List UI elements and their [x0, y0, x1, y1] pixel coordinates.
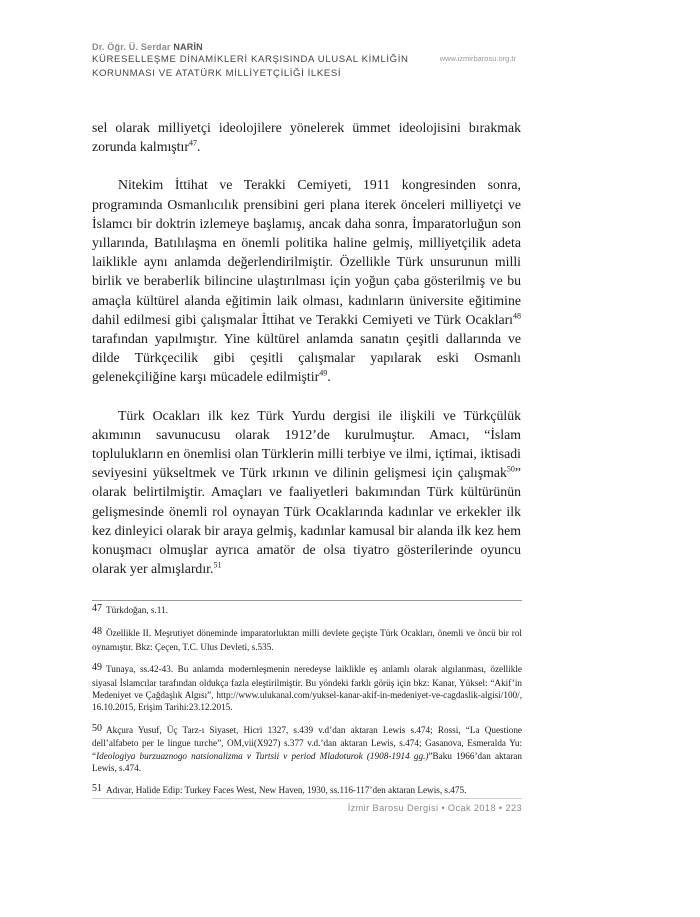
paragraph-text: tarafından yapılmıştır. Yine kültürel anlamda sanatın çeşitli dallarında ve dilde Türkçecilik gibi çeşitli çalışmalar yapılarak eski Osmanlı gelenekçiliğine karşı mücadele edilmiştir	[92, 331, 521, 385]
paragraph-text: Nitekim İttihat ve Terakki Cemiyeti, 1911 kongresinden sonra, programında Osmanlıcılık prensibini geri plana iterek önceleri milliyetçi ve İslamcı bir doktrin izlemeye başlamış, ancak daha sonra, İmparatorluğun son yıllarında, Batılılaşma en önemli politika haline gelmiş, milliyetçilik adeta laiklikle aynı anlamda değerlendirilmiştir. Özellikle Türk unsurunun milli birlik ve beraberlik bilincine ulaştırılması için yoğun çaba gösterilmiş ve bu amaçla kültürel alanda eğitimin laik olması, kadınların üniversite eğitimine dahil edilmesi gibi çalışmalar İttihat ve Terakki Cemiyeti ve Türk Ocakları	[92, 177, 521, 327]
footnote-number: 51	[92, 783, 102, 795]
website-url: www.izmirbarosu.org.tr	[439, 54, 516, 63]
footnote-number: 47	[92, 603, 102, 614]
footnote-text: Tunaya, ss.42-43. Bu anlamda modernleşmenin neredeyse laiklikle eş anlamlı olarak algılanması, özellikle siyasal İslamcılar tarafından oldukça fazla eleştirilmiştir. Bu yöndeki farklı görüş için bkz: Kanar, Yüksel: “Akif’in Medeniyet ve Çağdaşlık Algısı”, http://www.ulukanal.com/yuksel-kanar-akif-in-medeniyet-ve-cagdaslik-algisi/100/, 16.10.2015, Erişim Tarihi:23.12.2015.	[92, 664, 522, 713]
footnote-text: ”Baku 1966’dan aktaran Lewis, s.474.	[92, 750, 522, 774]
footnote-number: 50	[92, 722, 102, 734]
paragraph-1: sel olarak milliyetçi ideolojilere yönelerek ümmet ideolojisini bırakmak zorunda kalmıştır$^{47}$.	[92, 120, 521, 155]
paragraph-text: sel olarak milliyetçi ideolojilere yönelerek ümmet ideolojisini bırakmak zorunda kalmıştır	[92, 120, 521, 155]
footnote-text: Adıvar, Halide Edip: Turkey Faces West, New Haven, 1930, ss.116-117’den aktaran Lewis, s.475.	[106, 785, 467, 796]
paragraph-text: ” olarak belirtilmiştir. Amaçları ve faaliyetleri bakımından Türk kültürünün gelişmesinde önemli rol oynayan Türk Ocaklarında kadınlar ve erkekler ilk kez dinleyici olarak bir araya gelmiş, kadınlar kamusal bir alanda ilk kez hem konuşmacı olmuşlar ayrıca amatör de olsa tiyatro gösterilerinde oyuncu olarak yer almışlardır.	[92, 465, 521, 577]
footnote-number: 49	[92, 662, 102, 674]
footnote-ref: 48	[513, 311, 521, 321]
footnote-50	[92, 724, 522, 775]
author-name: Dr. Öğr. Ü. Serdar	[92, 42, 171, 52]
footer-rule	[92, 798, 522, 799]
paragraph-3	[92, 406, 521, 579]
footnote-text: Türkdoğan, s.11.	[106, 605, 168, 615]
article-title-line-2: KORUNMASI VE ATATÜRK MİLLİYETÇİLİĞİ İLKESİ	[92, 68, 342, 79]
author-surname: NARİN	[173, 42, 203, 52]
footnote-text: Akçura Yusuf, Üç Tarz-ı Siyaset, Hicri 1327, s.439 v.d’dan aktaran Lewis s.474; Rossi, “La Questione dell’alfabeto per le lingue turche”, OM,vii(X927) s.377 v.d.’dan aktaran Lewis, s.474; Gasanova, Esmeralda Yu: “	[92, 724, 522, 761]
page-footer: İzmir Barosu Dergisi • Ocak 2018 • 223	[347, 803, 522, 813]
footnote-number: 48	[92, 626, 102, 638]
footnote-48	[92, 627, 522, 653]
author-line	[92, 42, 522, 52]
footnote-ref: 49	[319, 368, 328, 378]
footnote-text: Özellikle II. Meşrutiyet döneminde imparatorluktan milli devlete geçişte Türk Ocakları, önemli ve öncü bir rol oynamıştır. Bkz: Çeçen, T.C. Ulus Devleti, s.535.	[92, 628, 522, 652]
footnote-ref: 51	[213, 560, 222, 570]
footnote-51	[92, 784, 522, 797]
article-title-line-1: KÜRESELLEŞME DİNAMİKLERİ KARŞISINDA ULUSAL KİMLİĞİN	[92, 54, 409, 65]
footnote-ref: 50	[506, 464, 515, 474]
paragraph-text: Türk Ocakları ilk kez Türk Yurdu dergisi ile ilişkili ve Türkçülük akımının savunucusu olarak 1912’de kurulmuştur. Amacı, “İslam toplulukların en önemlisi olan Türklerin milli terbiye ve ilmi, içtimai, iktisadi seviyesini yükseltmek ve Türk ırkının ve dilinin gelişmesi için çalışmak	[92, 407, 521, 481]
footnote-italic-title: Ideologiya burzuaznogo natsionalizma v Turtsii v period Mladoturok (1908-1914 gg.)	[96, 750, 429, 761]
body-text	[92, 118, 521, 578]
footnote-separator	[92, 600, 522, 601]
footnote-49	[92, 663, 522, 714]
footnotes	[92, 604, 522, 808]
footnote-47	[92, 604, 522, 617]
footnote-ref: 47	[188, 138, 197, 148]
paragraph-2: Nitekim İttihat ve Terakki Cemiyeti, 1911 kongresinden sonra, programında Osmanlıcılık prensibini geri plana iterek önceleri milliyetçi ve İslamcı bir doktrin izlemeye başlamış, ancak daha sonra, İmparatorluğun son yıllarında, Batılılaşma en önemli politika haline gelmiş, milliyetçilik adeta laiklikle aynı anlamda değerlendirilmiştir. Özellikle Türk unsurunun milli birlik ve beraberlik bilincine ulaştırılması için yoğun çaba gösterilmiş ve bu amaçla kültürel alanda eğitimin laik olması, kadınların üniversite eğitimine dahil edilmesi gibi çalışmalar İttihat ve Terakki Cemiyeti ve Türk Ocakları$^{48}$ tarafından yapılmıştır. Yine kültürel anlamda sanatın çeşitli dallarında ve dilde Türkçecilik gibi çeşitli çalışmalar yapılarak eski Osmanlı gelenekçiliğine karşı mücadele edilmiştir$^{49}$.	[92, 177, 521, 385]
